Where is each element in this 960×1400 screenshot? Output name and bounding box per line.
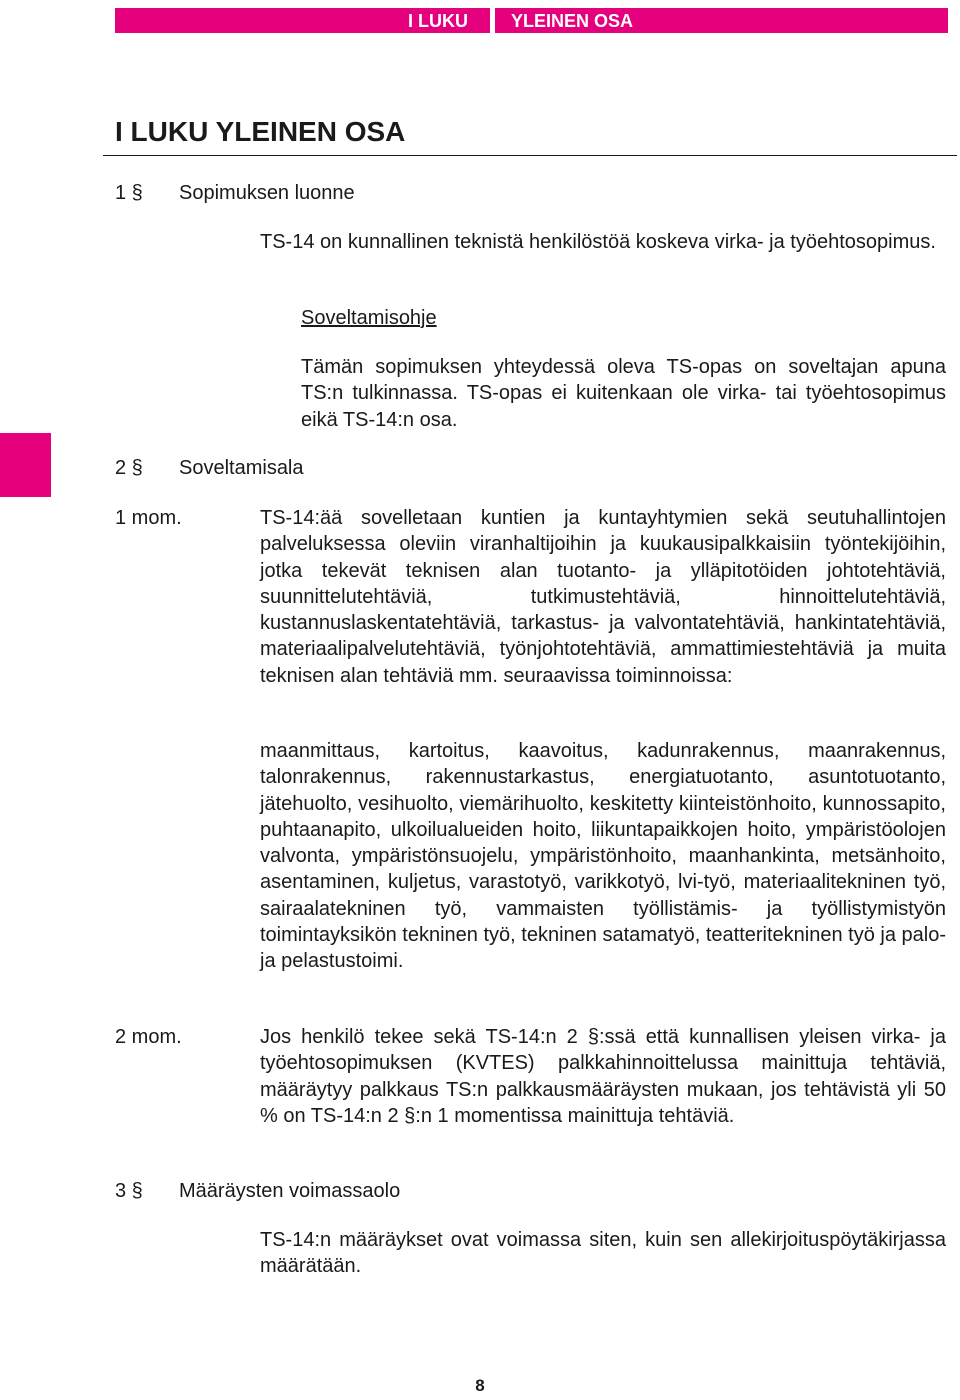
moment-1-label: 1 mom. xyxy=(115,507,182,529)
section-1-number: 1 § xyxy=(115,182,143,204)
header-section-label: YLEINEN OSA xyxy=(511,11,634,31)
section-3-paragraph: TS-14:n määräykset ovat voimassa siten, kuin sen allekirjoituspöytäkirjassa määrätään. xyxy=(260,1229,946,1278)
section-1-paragraph: TS-14 on kunnallinen teknistä henkilöstöä koskeva virka- ja työehtosopimus. xyxy=(260,231,936,253)
instruction-label: Soveltamisohje xyxy=(301,307,437,329)
header-divider xyxy=(490,8,495,33)
header-chapter-label: I LUKU xyxy=(408,11,468,31)
section-1-heading: Sopimuksen luonne xyxy=(179,182,355,204)
section-3-heading: Määräysten voimassaolo xyxy=(179,1180,401,1202)
moment-2-text: Jos henkilö tekee sekä TS-14:n 2 §:ssä että kunnallisen yleisen virka- ja työehtosopimuksen (KVTES) palkkahinnoittelussa mainittuja tehtäviä, määräytyy palkkaus TS:n palkkausmääräysten mukaan, jos tehtävistä yli 50 % on TS-14:n 2 §:n 1 momentissa mainittuja tehtäviä. xyxy=(260,1026,946,1127)
moment-1-text: TS-14:ää sovelletaan kuntien ja kuntayhtymien sekä seutuhallintojen palveluksessa oleviin viranhaltijoihin ja kuukausipalkkaisiin työntekijöihin, jotka tekevät teknisen alan tuotanto- ja ylläpitotöiden johtotehtäviä, suunnittelutehtäviä, tutkimustehtäviä, hinnoittelutehtäviä, kustannuslaskentatehtäviä, tarkastus- ja valvontatehtäviä, hankintatehtäviä, materiaalipalvelutehtäviä, työnjohtotehtäviä, ammattimiestehtäviä ja muita teknisen alan tehtäviä mm. seuraavissa toiminnoissa: xyxy=(260,507,946,687)
section-2-number: 2 § xyxy=(115,457,143,479)
section-2-heading: Soveltamisala xyxy=(179,457,304,479)
section-3-number: 3 § xyxy=(115,1180,143,1202)
moment-1-list: maanmittaus, kartoitus, kaavoitus, kadunrakennus, maanrakennus, talonrakennus, rakennustarkastus, energiatuotanto, asuntotuotanto, jätehuolto, vesihuolto, viemärihuolto, keskitetty kiinteistönhoito, kunnossapito, puhtaanapito, ulkoilualueiden hoito, liikuntapaikkojen hoito, ympäristöolojen valvonta, ympäristönsuojelu, ympäristönhoito, maanhankinta, metsänhoito, asentaminen, kuljetus, varastotyö, varikkotyö, lvi-työ, materiaalitekninen työ, sairaalatekninen työ, vammaisten työllistämis- ja työllistymistyön toimintayksikön tekninen työ, tekninen satamatyö, teatteritekninen työ ja palo- ja pelastustoimi. xyxy=(260,740,946,973)
page-number: 8 xyxy=(475,1376,485,1395)
instruction-text: Tämän sopimuksen yhteydessä oleva TS-opas on soveltajan apuna TS:n tulkinnassa. TS-opas ei kuitenkaan ole virka- tai työehtosopimus eikä TS-14:n osa. xyxy=(301,356,946,431)
side-tab-marker xyxy=(0,433,51,497)
moment-2-label: 2 mom. xyxy=(115,1026,182,1048)
page-title: I LUKU YLEINEN OSA xyxy=(115,116,406,147)
title-rule xyxy=(103,155,957,156)
